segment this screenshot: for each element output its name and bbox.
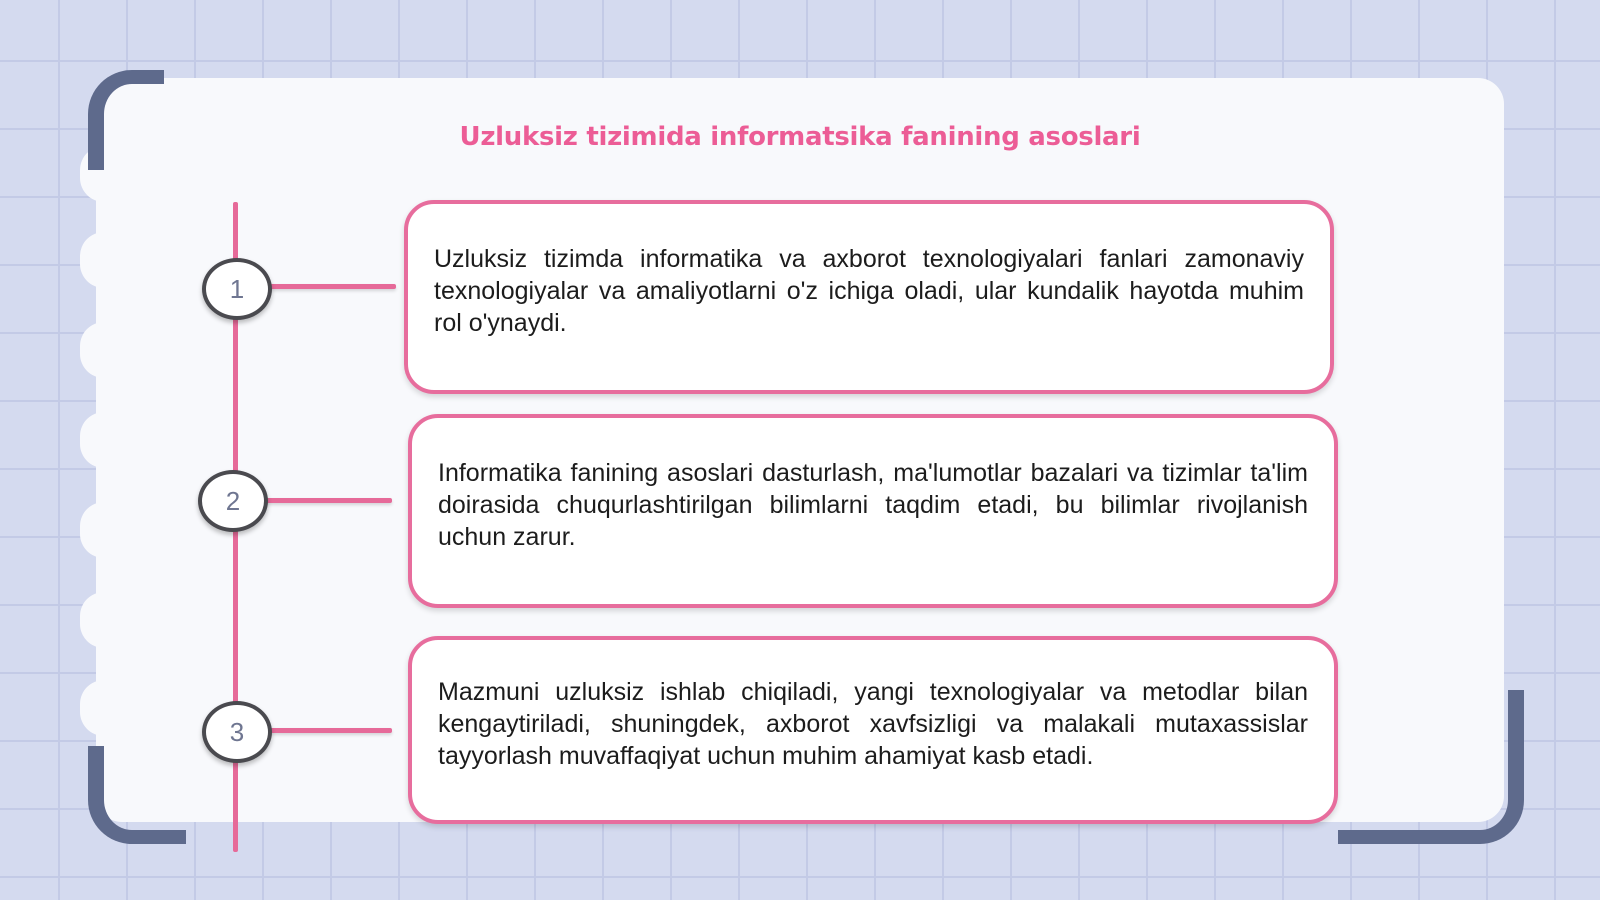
step-text-2: Informatika fanining asoslari dasturlash, ma'lumotlar bazalari va tizimlar ta'lim doirasida chuqurlashtirilgan bilimlarni taqdim etadi, bu bilimlar rivojlanish uchun zarur. [438,459,1308,551]
step-number-1: 1 [202,258,272,320]
step-number-3: 3 [202,701,272,763]
corner-bracket-bottom-left [88,746,186,844]
step-number-2: 2 [198,470,268,532]
slide-title: Uzluksiz tizimida informatsika fanining asoslari [459,122,1141,152]
connector-2 [264,498,392,503]
corner-bracket-top-left [88,70,164,170]
step-box-2 [408,414,1338,608]
step-text-1: Uzluksiz tizimda informatika va axborot texnologiyalari fanlari zamonaviy texnologiyalar va amaliyotlarni o'z ichiga oladi, ular kundalik hayotda muhim rol o'ynaydi. [434,245,1304,337]
connector-1 [268,284,396,289]
notebook-tab [80,592,128,648]
connector-3 [268,728,392,733]
step-box-3 [408,636,1338,824]
step-box-1 [404,200,1334,394]
notebook-tab [80,412,128,468]
notebook-tab [80,232,128,288]
notebook-tab [80,322,128,378]
notebook-tab [80,680,128,736]
step-text-3: Mazmuni uzluksiz ishlab chiqiladi, yangi texnologiyalar va metodlar bilan kengaytiriladi, shuningdek, axborot xavfsizligi va malakali mutaxassislar tayyorlash muvaffaqiyat uchun muhim ahamiyat kasb etadi. [438,678,1308,770]
corner-bracket-bottom-right [1338,690,1524,844]
notebook-tab [80,502,128,558]
